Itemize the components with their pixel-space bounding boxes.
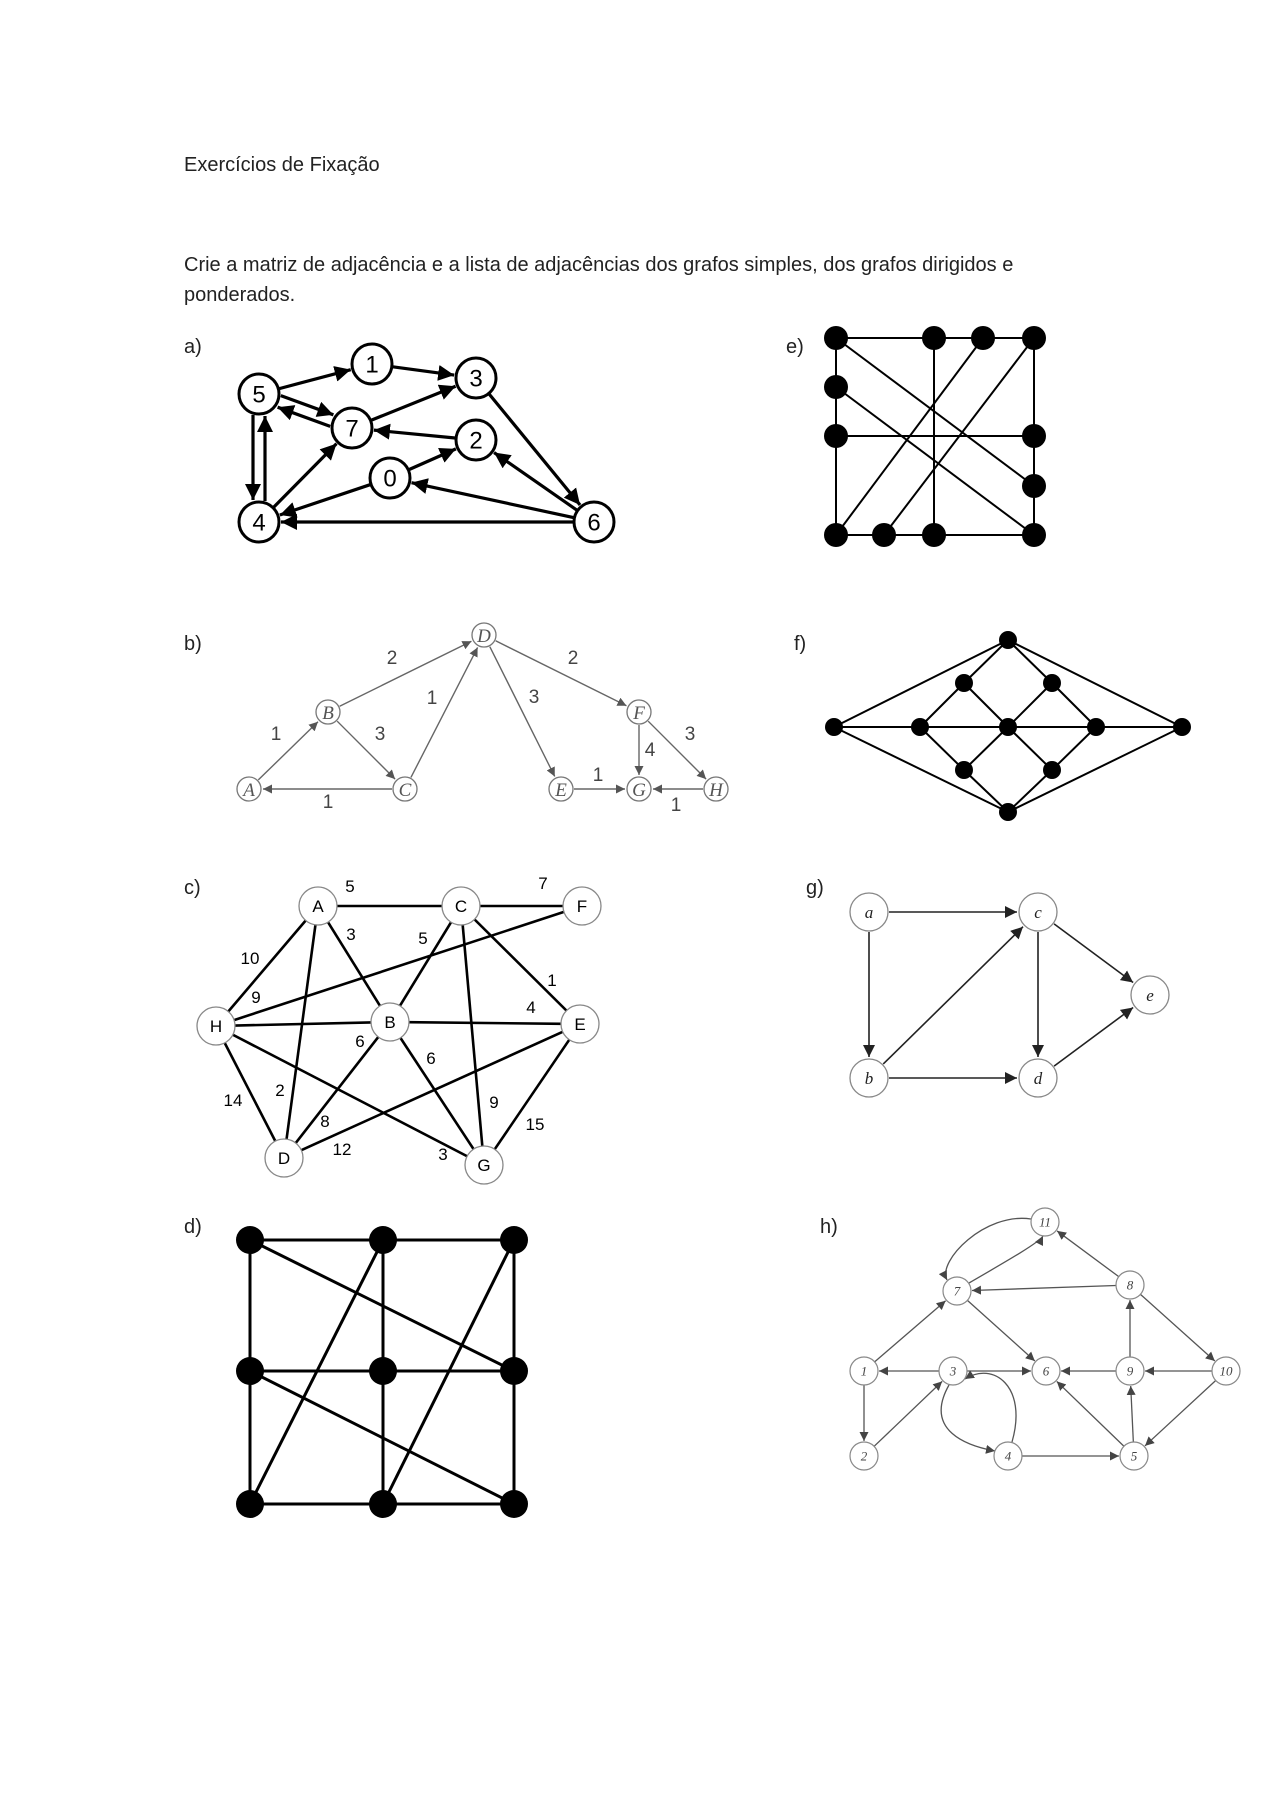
h-node-label-9: 9 (1126, 1363, 1134, 1379)
h-edge-5-6 (1057, 1381, 1124, 1446)
c-weight-A-C: 5 (345, 877, 355, 896)
b-weight-H-G: 1 (670, 795, 682, 816)
b-node-label-E: E (555, 779, 567, 801)
h-edge-8-7 (972, 1285, 1116, 1290)
b-weight-F-H: 3 (684, 724, 696, 745)
g-node-label-c: c (1034, 903, 1042, 923)
h-edge-8-11 (1057, 1231, 1119, 1277)
c-weight-H-D: 14 (223, 1091, 243, 1110)
label-h: h) (820, 1216, 838, 1238)
a-node-label-3: 3 (469, 365, 483, 393)
b-weight-E-G: 1 (592, 765, 604, 786)
c-weight-C-E: 1 (547, 971, 557, 990)
h-edge-4-3 (965, 1373, 1016, 1442)
h-node-label-6: 6 (1042, 1363, 1050, 1379)
h-edge-3-4 (941, 1385, 995, 1451)
h-edge-8-10 (1140, 1294, 1214, 1361)
c-weight-C-G: 9 (489, 1093, 499, 1112)
h-edge-11-7 (946, 1218, 1031, 1280)
h-edge-7-6 (967, 1300, 1034, 1361)
c-node-label-B: B (384, 1013, 396, 1033)
h-node-label-8: 8 (1126, 1277, 1134, 1293)
b-node-label-D: D (477, 625, 491, 647)
h-node-label-11: 11 (1038, 1214, 1052, 1230)
h-edge-10-5 (1145, 1381, 1216, 1446)
a-node-label-1: 1 (365, 351, 379, 379)
c-weight-H-G: 3 (438, 1145, 448, 1164)
c-weight-C-B: 5 (418, 929, 428, 948)
label-g: g) (806, 877, 824, 899)
c-weight-A-B: 3 (346, 925, 356, 944)
b-weight-D-E: 3 (528, 687, 540, 708)
b-weight-C-A: 1 (322, 792, 334, 813)
b-node-label-F: F (633, 702, 645, 724)
b-weight-C-D: 1 (426, 688, 438, 709)
h-edge-2-3 (874, 1381, 942, 1446)
a-node-label-6: 6 (587, 509, 601, 537)
g-node-label-b: b (864, 1069, 874, 1089)
c-weight-H-F: 9 (251, 988, 261, 1007)
label-f: f) (794, 633, 807, 655)
c-node-label-G: G (477, 1156, 491, 1176)
b-weight-D-F: 2 (567, 648, 579, 669)
c-node-label-A: A (312, 897, 324, 917)
page-title: Exercícios de Fixação (184, 154, 380, 176)
a-node-label-5: 5 (252, 381, 266, 409)
c-node-label-H: H (209, 1017, 223, 1037)
c-weight-A-D: 2 (275, 1081, 285, 1100)
a-node-label-7: 7 (345, 415, 359, 443)
label-e: e) (786, 336, 804, 358)
c-weight-B-G: 6 (426, 1049, 436, 1068)
instructions: Crie a matriz de adjacência e a lista de adjacências dos grafos simples, dos grafos dirigidos e ponderados. (184, 254, 1014, 306)
b-node-label-A: A (243, 779, 255, 801)
h-node-label-1: 1 (860, 1363, 868, 1379)
h-node-label-10: 10 (1219, 1363, 1233, 1379)
h-edge-1-7 (875, 1301, 946, 1362)
g-node-label-e: e (1146, 986, 1154, 1006)
label-d: d) (184, 1216, 202, 1238)
c-weight-C-F: 7 (538, 874, 548, 893)
g-node-label-a: a (864, 903, 874, 923)
c-weight-D-E: 12 (332, 1140, 352, 1159)
c-node-label-C: C (454, 897, 468, 917)
a-node-label-0: 0 (383, 465, 397, 493)
b-weight-B-C: 3 (374, 724, 386, 745)
c-weight-A-H: 10 (240, 949, 260, 968)
c-weight-B-E: 4 (526, 998, 536, 1017)
c-weight-B-D: 8 (320, 1112, 330, 1131)
b-node-label-B: B (322, 702, 334, 724)
h-node-label-3: 3 (949, 1363, 957, 1379)
c-node-label-F: F (576, 897, 588, 917)
c-node-label-D: D (277, 1149, 291, 1169)
b-weight-F-G: 4 (644, 740, 656, 761)
b-node-label-C: C (398, 779, 412, 801)
b-weight-A-B: 1 (270, 724, 282, 745)
h-edge-7-11 (969, 1236, 1043, 1283)
label-b: b) (184, 633, 202, 655)
b-node-label-H: H (709, 779, 723, 801)
g-node-label-d: d (1033, 1069, 1043, 1089)
c-weight-E-G: 15 (525, 1115, 545, 1134)
c-node-label-E: E (574, 1015, 586, 1035)
a-node-label-4: 4 (252, 509, 266, 537)
a-node-label-2: 2 (469, 427, 483, 455)
h-edge-5-9 (1131, 1386, 1134, 1442)
label-a: a) (184, 336, 202, 358)
h-node-label-5: 5 (1130, 1448, 1138, 1464)
c-weight-H-B: 6 (355, 1032, 365, 1051)
h-node-label-7: 7 (953, 1283, 961, 1299)
b-weight-B-D: 2 (386, 648, 398, 669)
h-node-label-2: 2 (860, 1448, 868, 1464)
label-c: c) (184, 877, 201, 899)
h-node-label-4: 4 (1004, 1448, 1012, 1464)
b-node-label-G: G (632, 779, 646, 801)
